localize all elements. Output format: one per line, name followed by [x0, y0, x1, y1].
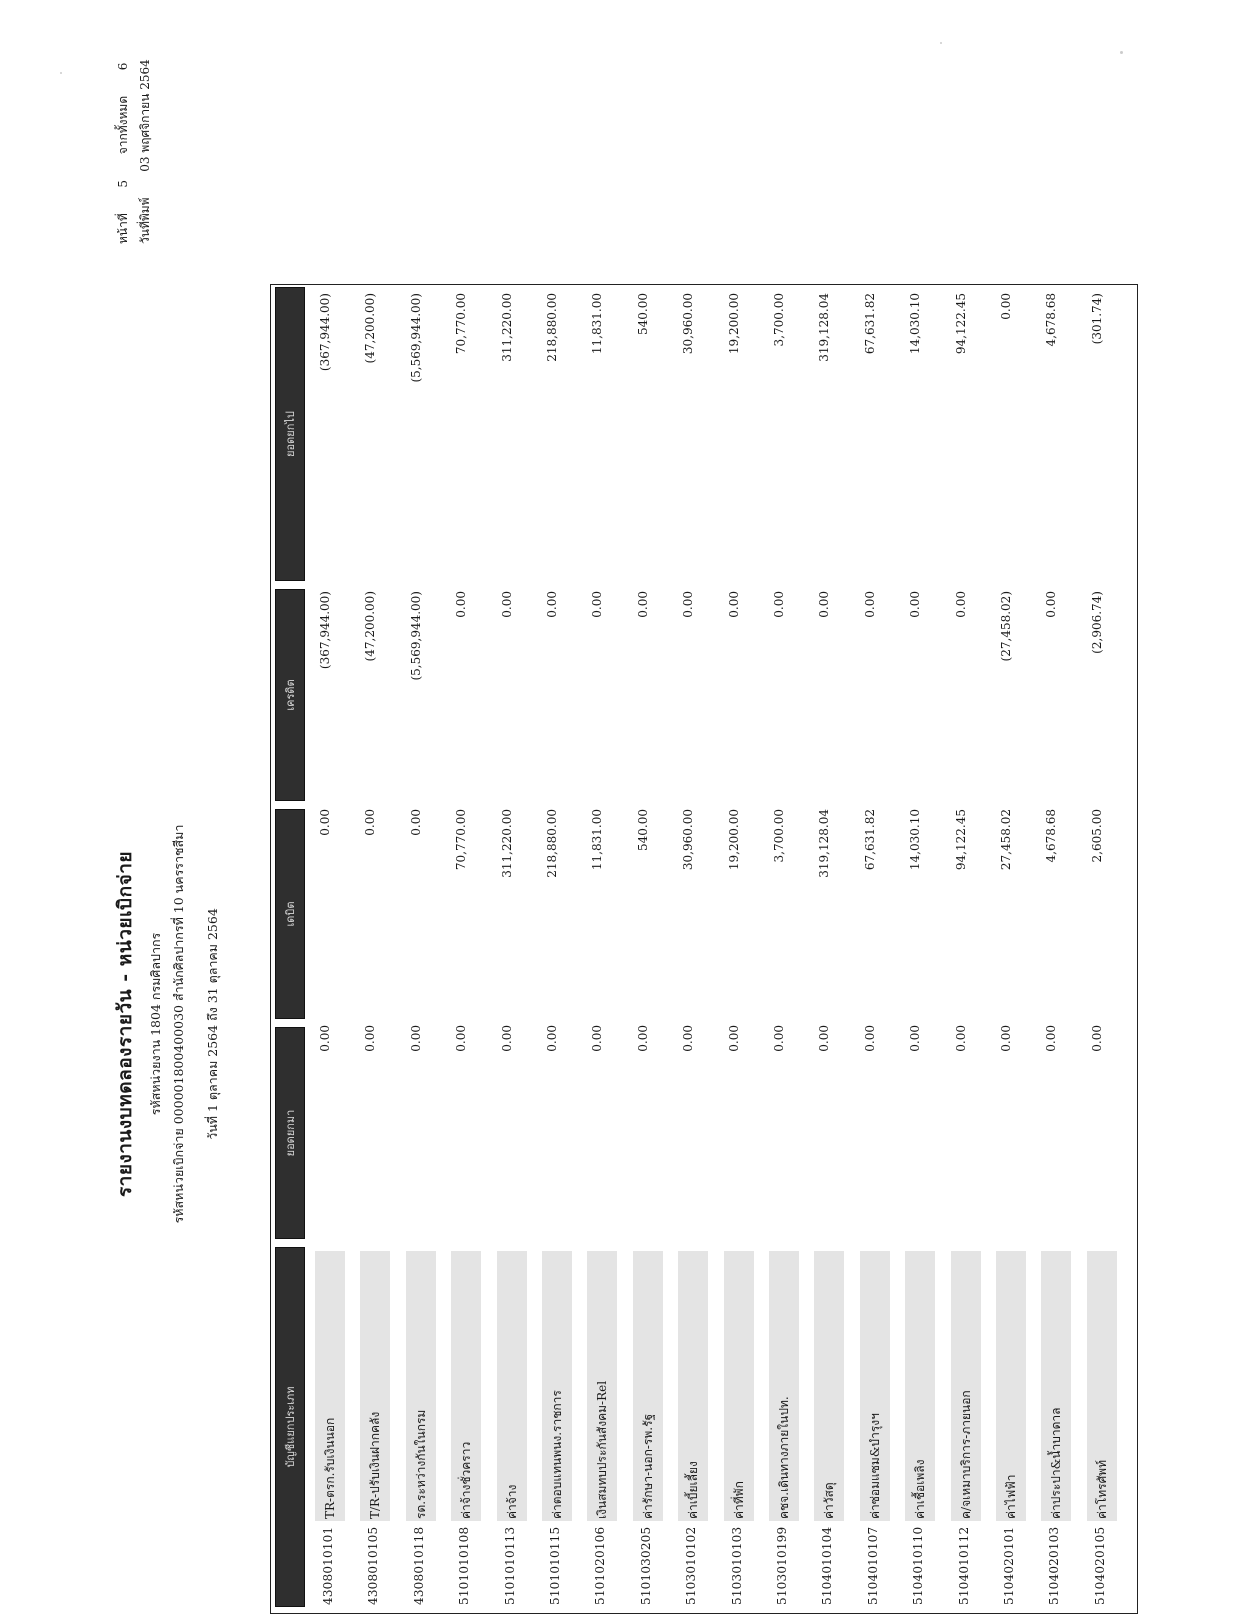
table-row	[449, 285, 493, 1613]
opening-balance-value: 0.00	[772, 1025, 786, 1052]
opening-balance-value: 0.00	[318, 1025, 332, 1052]
account-name: รด.ระหว่างกันในกรม	[413, 1409, 428, 1519]
opening-balance-value: 0.00	[499, 1025, 514, 1052]
account-name: ค่าจ้าง	[504, 1484, 519, 1519]
closing-balance-value: 94,122.45	[953, 293, 968, 355]
table-row	[676, 285, 720, 1613]
table-row	[812, 285, 856, 1613]
account-code: 5104020105	[1092, 1526, 1107, 1605]
credit-value: 0.00	[953, 591, 968, 618]
debit-value: 319,128.04	[817, 809, 832, 878]
opening-balance-value: 0.00	[908, 1025, 923, 1052]
account-code: 4308010118	[411, 1526, 426, 1605]
credit-value: 0.00	[454, 591, 469, 618]
debit-value: 67,631.82	[862, 809, 877, 871]
account-name: ค่าเชื้อเพลิง	[913, 1459, 928, 1519]
account-name: TR-ตรก.รับเงินนอก	[323, 1417, 337, 1519]
table-row	[858, 285, 902, 1613]
debit-value: 4,678.68	[1044, 809, 1059, 863]
opening-balance-value: 0.00	[590, 1025, 605, 1052]
opening-balance-value: 0.00	[454, 1025, 469, 1052]
account-name: คชจ.เดินทางภายในปท.	[777, 1396, 791, 1519]
account-code: 5104010107	[865, 1526, 880, 1605]
table-row	[540, 285, 584, 1613]
credit-value: 0.00	[908, 591, 923, 618]
opening-balance-value: 0.00	[408, 1025, 423, 1052]
account-code: 4308010101	[321, 1526, 335, 1605]
total-pages: 6	[116, 62, 130, 71]
account-name: T/R-ปรับเงินฝากคลัง	[368, 1411, 383, 1519]
account-name-highlight	[497, 1251, 527, 1521]
credit-value: (367,944.00)	[318, 591, 332, 670]
debit-value: 311,220.00	[499, 809, 514, 878]
closing-balance-value: (5,569,944.00)	[408, 293, 423, 383]
credit-value: 0.00	[590, 591, 605, 618]
credit-value: (47,200.00)	[363, 591, 378, 662]
credit-value: 0.00	[545, 591, 559, 618]
page-info	[112, 59, 156, 244]
table-row	[994, 285, 1038, 1613]
table-row	[495, 285, 539, 1613]
account-code: 5101010108	[457, 1526, 472, 1605]
account-code: 5104010112	[956, 1526, 971, 1605]
period-line: วันที่ 1 ตุลาคม 2564 ถึง 31 ตุลาคม 2564	[205, 908, 220, 1140]
opening-balance-value: 0.00	[545, 1025, 559, 1052]
account-name: ค่าประปา&น้ำบาดาล	[1049, 1407, 1064, 1519]
account-code: 5101030205	[638, 1526, 653, 1605]
scan-speck	[1120, 51, 1123, 54]
account-name: ค่าตอบแทนพนง.ราชการ	[550, 1390, 564, 1519]
credit-value: 0.00	[772, 591, 786, 618]
debit-value: 0.00	[363, 809, 378, 836]
opening-balance-value: 0.00	[726, 1025, 741, 1052]
page-label: หน้าที่	[116, 213, 130, 244]
header-account: บัญชีแยกประเภท	[275, 1247, 305, 1607]
header-closing-balance: ยอดยกไป	[275, 287, 305, 581]
account-code: 5101020106	[593, 1526, 608, 1605]
account-code: 5104010104	[820, 1526, 835, 1605]
account-name: ค/จเหมาบริการ-ภายนอก	[958, 1390, 973, 1519]
account-name: ค่าจ้างชั่วคราว	[459, 1441, 474, 1519]
table-row	[949, 285, 993, 1613]
table-header	[271, 285, 309, 1613]
closing-balance-value: 30,960.00	[681, 293, 696, 355]
table-row	[313, 285, 357, 1613]
account-code: 5104010110	[911, 1526, 926, 1605]
print-date-label: วันที่พิมพ์	[138, 197, 152, 244]
debit-value: 2,605.00	[1089, 809, 1104, 863]
debit-value: 94,122.45	[953, 809, 968, 871]
table-row	[404, 285, 448, 1613]
account-name: ค่าซ่อมแซม&บำรุงฯ	[867, 1413, 882, 1519]
credit-value: 0.00	[499, 591, 514, 618]
credit-value: 0.00	[635, 591, 650, 618]
account-code: 5103010102	[684, 1526, 699, 1605]
report-header	[110, 434, 226, 1614]
debit-value: 19,200.00	[726, 809, 741, 871]
header-opening-balance: ยอดยกมา	[275, 1027, 305, 1239]
account-code: 5103010103	[729, 1526, 744, 1605]
page-number: 5	[116, 179, 130, 188]
closing-balance-value: (47,200.00)	[363, 293, 378, 364]
opening-balance-value: 0.00	[999, 1025, 1013, 1052]
closing-balance-value: 70,770.00	[454, 293, 469, 355]
account-name: ค่าที่พัก	[731, 1481, 746, 1519]
opening-balance-value: 0.00	[1044, 1025, 1059, 1052]
of-label: จากทั้งหมด	[116, 95, 130, 155]
credit-value: 0.00	[726, 591, 741, 618]
debit-value: 218,880.00	[545, 809, 559, 878]
header-credit: เครดิต	[275, 589, 305, 801]
account-name: ค่าไฟฟ้า	[1004, 1474, 1018, 1519]
account-code: 5101010113	[502, 1526, 517, 1605]
report-title: รายงานงบทดลองรายวัน - หน่วยเบิกจ่าย	[114, 850, 136, 1198]
account-code: 5103010199	[775, 1526, 789, 1605]
account-code: 5101010115	[548, 1526, 562, 1605]
credit-value: (2,906.74)	[1089, 591, 1104, 654]
closing-balance-value: (301.74)	[1089, 293, 1104, 345]
closing-balance-value: 311,220.00	[499, 293, 514, 362]
closing-balance-value: 218,880.00	[545, 293, 559, 362]
debit-value: 3,700.00	[772, 809, 786, 863]
credit-value: 0.00	[1044, 591, 1059, 618]
table-row	[631, 285, 675, 1613]
opening-balance-value: 0.00	[1089, 1025, 1104, 1052]
debit-value: 11,831.00	[590, 809, 605, 871]
credit-value: 0.00	[681, 591, 696, 618]
credit-value: (5,569,944.00)	[408, 591, 423, 681]
print-date: 03 พฤศจิกายน 2564	[138, 59, 152, 172]
opening-balance-value: 0.00	[817, 1025, 832, 1052]
credit-value: 0.00	[817, 591, 832, 618]
table-row	[722, 285, 766, 1613]
table-row	[767, 285, 811, 1613]
closing-balance-value: 67,631.82	[862, 293, 877, 355]
debit-value: 70,770.00	[454, 809, 469, 871]
table-row	[358, 285, 402, 1613]
credit-value: (27,458.02)	[999, 591, 1013, 662]
closing-balance-value: 540.00	[635, 293, 650, 335]
debit-value: 14,030.10	[908, 809, 923, 871]
scan-speck	[60, 72, 62, 74]
opening-balance-value: 0.00	[953, 1025, 968, 1052]
account-name: เงินสมทบประกันสังคม-Rel	[595, 1380, 610, 1519]
agency-line: รหัสหน่วยงาน 1804 กรมศิลปากร	[148, 932, 163, 1116]
closing-balance-value: (367,944.00)	[318, 293, 332, 372]
debit-value: 0.00	[408, 809, 423, 836]
account-name-highlight	[814, 1251, 844, 1521]
disbursing-unit-line: รหัสหน่วยเบิกจ่าย 000001800400030 สำนักศิลปากรที่ 10 นครราชสีมา	[171, 824, 186, 1224]
account-code: 4308010105	[366, 1526, 381, 1605]
table-row	[1039, 285, 1083, 1613]
opening-balance-value: 0.00	[862, 1025, 877, 1052]
closing-balance-value: 319,128.04	[817, 293, 832, 362]
trial-balance-table	[270, 284, 1138, 1614]
opening-balance-value: 0.00	[635, 1025, 650, 1052]
debit-value: 27,458.02	[999, 809, 1013, 871]
account-name: ค่ารักษา-นอก-รพ.รัฐ	[640, 1413, 655, 1519]
opening-balance-value: 0.00	[681, 1025, 696, 1052]
table-row	[903, 285, 947, 1613]
closing-balance-value: 19,200.00	[726, 293, 741, 355]
debit-value: 540.00	[635, 809, 650, 851]
debit-value: 30,960.00	[681, 809, 696, 871]
opening-balance-value: 0.00	[363, 1025, 378, 1052]
closing-balance-value: 14,030.10	[908, 293, 923, 355]
account-name: ค่าเบี้ยเลี้ยง	[686, 1461, 701, 1519]
header-debit: เดบิต	[275, 809, 305, 1019]
credit-value: 0.00	[862, 591, 877, 618]
closing-balance-value: 11,831.00	[590, 293, 605, 355]
account-code: 5104020103	[1047, 1526, 1062, 1605]
scan-speck	[940, 42, 942, 44]
closing-balance-value: 3,700.00	[772, 293, 786, 347]
debit-value: 0.00	[318, 809, 332, 836]
closing-balance-value: 4,678.68	[1044, 293, 1059, 347]
table-row	[1085, 285, 1129, 1613]
closing-balance-value: 0.00	[999, 293, 1013, 320]
account-name: ค่าโทรศัพท์	[1094, 1459, 1109, 1519]
table-row	[585, 285, 629, 1613]
account-name: ค่าวัสดุ	[822, 1482, 837, 1519]
account-code: 5104020101	[1002, 1526, 1016, 1605]
